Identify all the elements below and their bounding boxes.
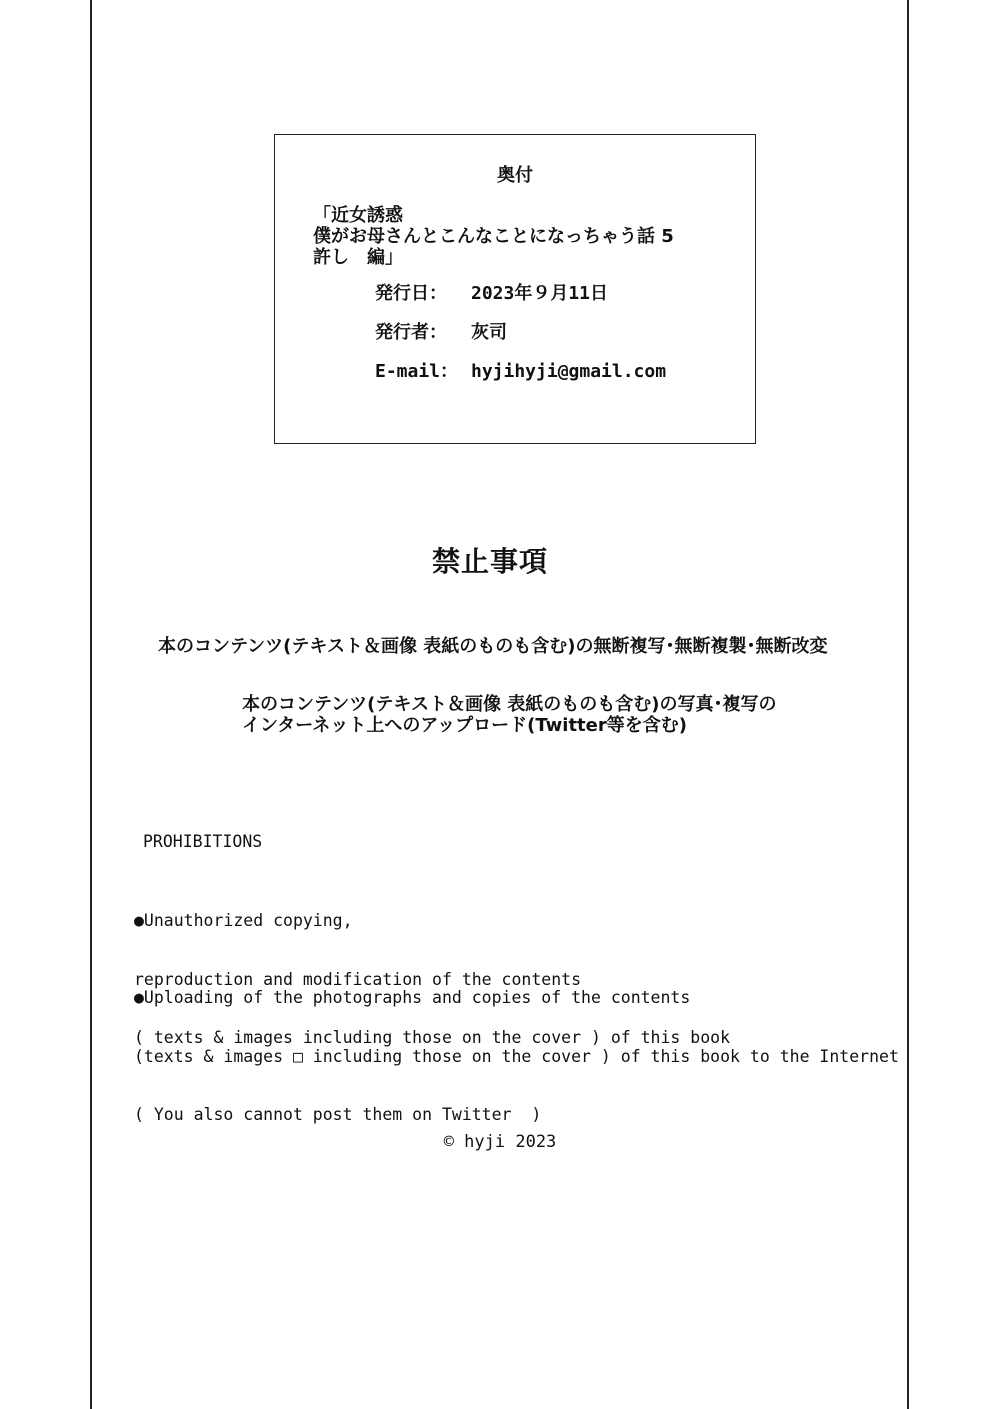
prohibition-en-item-2-line-1: ●Uploading of the photographs and copies of the contents [134,988,691,1007]
book-title-line-1: 「近女誘惑 [313,205,403,226]
prohibition-en-item-2-line-3: ( You also cannot post them on Twitter ) [134,1105,542,1124]
publisher-value: 灰司 [471,322,507,343]
book-title [313,205,674,268]
email-row [375,357,666,383]
page-border-right [907,0,909,1409]
colophon-box [274,134,756,444]
prohibition-en-item-2-line-2: (texts & images □ including those on the cover ) of this book to the Internet [134,1046,899,1066]
prohibition-en-item-2 [134,949,899,1144]
prohibition-en-item-1-line-1: ●Unauthorized copying, [134,911,353,930]
email-label: E-mail： [375,361,459,382]
prohibitions-heading-en: PROHIBITIONS [143,832,263,851]
prohibition-jp-item-2 [242,694,776,736]
prohibitions-heading-jp: 禁止事項 [431,545,548,578]
book-title-line-3: 許し 編」 [313,247,403,268]
publish-date-label: 発行日： [375,283,447,304]
prohibition-jp-item-1: 本のコンテンツ(テキスト＆画像 表紙のものも含む)の無断複写･無断複製･無断改変 [158,636,828,657]
prohibition-en-item-1-line-3: ( texts & images including those on the cover ) of this book [134,1028,731,1047]
page-border-left [90,0,92,1409]
prohibition-jp-item-2-line-1: 本のコンテンツ(テキスト＆画像 表紙のものも含む)の写真･複写の [242,694,777,715]
publisher-row [375,318,507,344]
publisher-label: 発行者： [375,322,447,343]
book-title-line-2: 僕がお母さんとこんなことになっちゃう話 5 [313,226,674,247]
publish-date-value: 2023年９月11日 [471,283,609,304]
email-value: hyjihyji@gmail.com [471,361,667,382]
publish-date-row [375,279,608,305]
copyright-notice: © hyji 2023 [443,1132,557,1152]
prohibition-en-item-1-line-2: reproduction and modification of the contents [134,969,582,989]
prohibition-jp-item-2-line-2: インターネット上へのアップロード(Twitter等を含む) [242,715,687,736]
colophon-heading: 奥付 [497,165,533,186]
